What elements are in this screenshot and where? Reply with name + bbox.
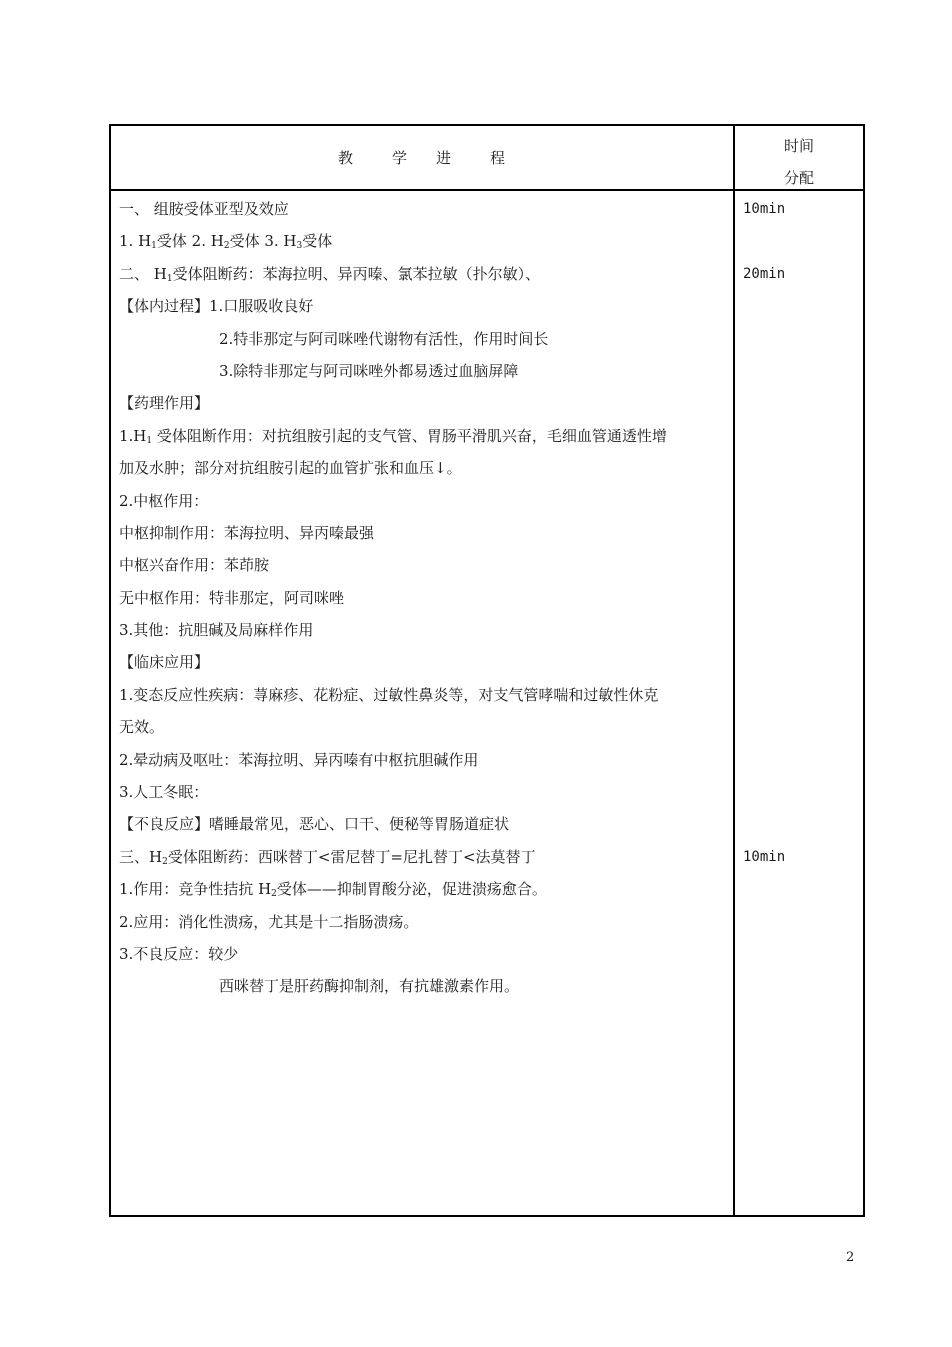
time-value: 20min: [743, 265, 786, 282]
column-divider: [733, 126, 735, 1215]
content-line: 1. $H_1$受体 2. $H_2$受体 3. $H_3$受体: [119, 232, 333, 252]
section-heading: 【药理作用】: [119, 394, 210, 413]
content-column: [119, 193, 729, 1003]
content-line: 1.作用：竞争性拮抗 $H_2$受体——抑制胃酸分泌，促进溃疡愈合。: [119, 880, 547, 900]
content-line: 3.其他：抗胆碱及局麻样作用: [119, 621, 314, 640]
page-number: 2: [846, 1250, 855, 1265]
content-line: 2.晕动病及呕吐：苯海拉明、异丙嗪有中枢抗胆碱作用: [119, 750, 479, 769]
content-line: 3.人工冬眠：: [119, 783, 209, 802]
content-line: 无中枢作用：特非那定，阿司咪唑: [119, 588, 345, 607]
header-char: 教: [337, 149, 354, 167]
header-time-line2: 分配: [783, 169, 814, 187]
content-line: 2.应用：消化性溃疡，尤其是十二指肠溃疡。: [119, 912, 419, 931]
section-heading: 【临床应用】: [119, 653, 210, 672]
content-line: 三、$H_2$受体阻断药：西咪替丁<雷尼替丁=尼扎替丁<法莫替丁: [119, 847, 536, 867]
content-line: 2.特非那定与阿司咪唑代谢物有活性，作用时间长: [219, 329, 549, 348]
header-time-line1: 时间: [783, 137, 814, 155]
header-char: 学: [391, 149, 408, 167]
content-line: 1.变态反应性疾病：荨麻疹、花粉症、过敏性鼻炎等，对支气管哮喘和过敏性休克: [119, 685, 659, 704]
content-line: 3.不良反应：较少: [119, 944, 239, 963]
content-line: 中枢抑制作用：苯海拉明、异丙嗪最强: [119, 523, 375, 542]
time-column: [743, 193, 785, 873]
content-line: 3.除特非那定与阿司咪唑外都易透过血脑屏障: [219, 361, 519, 380]
header-teaching-process: [111, 126, 733, 189]
time-value: 10min: [743, 848, 786, 865]
content-line: 【不良反应】嗜睡最常见，恶心、口干、便秘等胃肠道症状: [119, 815, 510, 834]
content-line: 中枢兴奋作用：苯茚胺: [119, 556, 270, 575]
content-line: 无效。: [119, 718, 165, 737]
lesson-table: [109, 124, 865, 1217]
content-line: 西咪替丁是肝药酶抑制剂，有抗雄激素作用。: [219, 977, 520, 996]
header-char: 程: [490, 149, 507, 167]
header-char: 进: [436, 149, 453, 167]
header-time-allocation: [735, 126, 863, 189]
time-value: 10min: [743, 201, 786, 217]
content-line: 【体内过程】1.口服吸收良好: [119, 297, 314, 316]
content-line: 一、 组胺受体亚型及效应: [119, 200, 289, 218]
content-line: 2.中枢作用：: [119, 491, 209, 510]
content-line: 加及水肿；部分对抗组胺引起的血管扩张和血压↓。: [119, 459, 462, 478]
content-line: 二、 $H_1$受体阻断药：苯海拉明、异丙嗪、氯苯拉敏（扑尔敏）、: [119, 264, 541, 284]
content-line: $1.H_1$ 受体阻断作用：对抗组胺引起的支气管、胃肠平滑肌兴奋，毛细血管通透性增: [119, 426, 667, 446]
